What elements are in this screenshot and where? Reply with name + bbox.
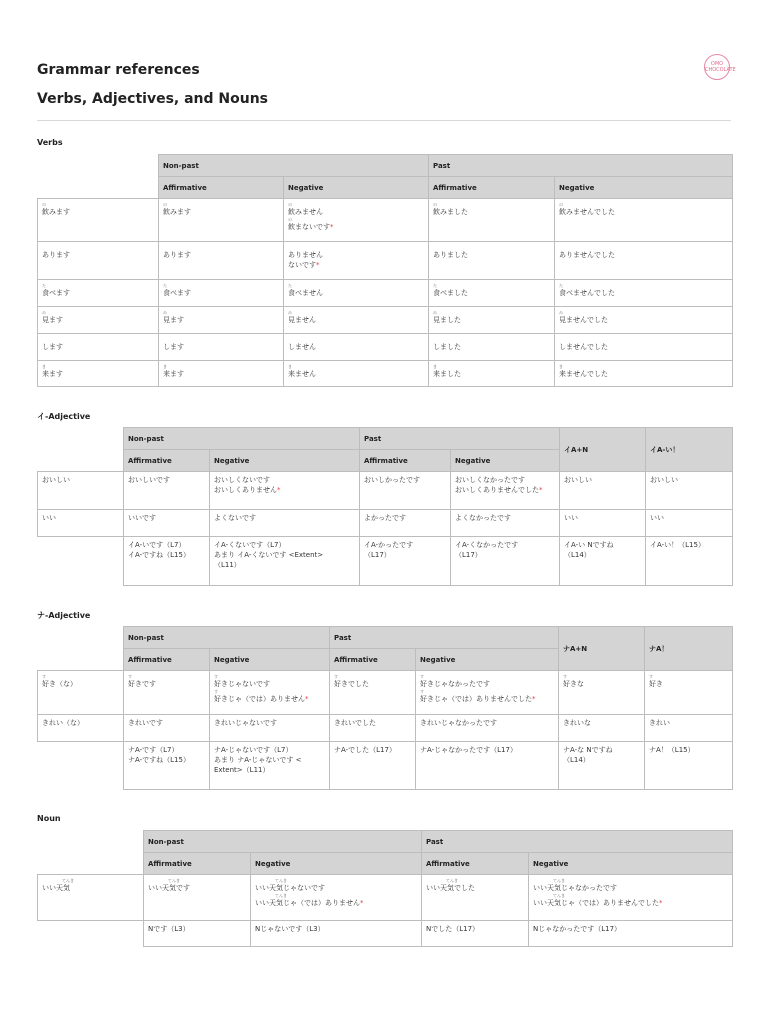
table-cell: おいしくないです おいしくありません* — [210, 472, 360, 510]
table-cell: Nじゃなかったです（L17） — [529, 921, 733, 947]
table-cell: しました — [429, 334, 555, 361]
table-cell: た 食べます — [38, 280, 159, 307]
table-cell: す 好きです — [124, 671, 210, 715]
table-cell: す 好きな — [559, 671, 645, 715]
table-cell: の 飲みます — [38, 199, 159, 242]
table-cell: おいしい — [646, 472, 733, 510]
header-nonpast: Non-past — [124, 627, 330, 649]
table-cell: しません — [284, 334, 429, 361]
table-cell: いい — [38, 510, 124, 537]
table-cell: します — [159, 334, 284, 361]
table-cell: ナA-な Nですね （L14） — [559, 742, 645, 790]
table-cell: あります — [38, 242, 159, 280]
table-row — [38, 671, 733, 715]
header-ia-n: イA+N — [560, 428, 646, 472]
header-na-n: ナA+N — [559, 627, 645, 671]
header-negative: Negative — [284, 177, 429, 199]
table-cell: てんき いい天気じゃなかったです てんき いい天気じゃ（では）ありませんでした* — [529, 875, 733, 921]
table-cell: てんき いい天気です — [144, 875, 251, 921]
table-cell: ナA-でした（L17） — [330, 742, 416, 790]
header-affirmative: Affirmative — [330, 649, 416, 671]
header-past: Past — [422, 831, 733, 853]
table-cell: Nでした（L17） — [422, 921, 529, 947]
table-cell: き 来ませんでした — [555, 361, 733, 387]
table-cell: た 食べました — [429, 280, 555, 307]
table-row — [38, 242, 733, 280]
table-cell: イA-いです（L7） イA-ですね（L15） — [124, 537, 210, 586]
header-affirmative: Affirmative — [124, 450, 210, 472]
table-cell: イA-くなかったです （L17） — [451, 537, 560, 586]
table-cell: き 来ます — [159, 361, 284, 387]
table-cell: の 飲みます — [159, 199, 284, 242]
header-nonpast: Non-past — [144, 831, 422, 853]
table-row — [38, 199, 733, 242]
noun-table — [37, 830, 733, 947]
table-cell: てんき いい天気 — [38, 875, 144, 921]
table-cell: てんき いい天気でした — [422, 875, 529, 921]
header-negative: Negative — [210, 649, 330, 671]
header-past: Past — [360, 428, 560, 450]
table-row — [38, 280, 733, 307]
table-cell: た 食べます — [159, 280, 284, 307]
table-cell: み 見ます — [38, 307, 159, 334]
table-cell: の 飲みませんでした — [555, 199, 733, 242]
table-cell: いいです — [124, 510, 210, 537]
table-cell: します — [38, 334, 159, 361]
table-cell: ナA-です（L7） ナA-ですね（L15） — [124, 742, 210, 790]
table-cell: た 食べませんでした — [555, 280, 733, 307]
table-cell: よかったです — [360, 510, 451, 537]
table-cell: きれいじゃなかったです — [416, 715, 559, 742]
table-cell: よくなかったです — [451, 510, 560, 537]
header-nonpast: Non-past — [124, 428, 360, 450]
table-cell: いい — [560, 510, 646, 537]
header-past: Past — [429, 155, 733, 177]
table-row — [38, 742, 733, 790]
table-cell: ナA！（L15） — [645, 742, 733, 790]
table-row — [38, 715, 733, 742]
header-negative: Negative — [251, 853, 422, 875]
table-cell: ありました — [429, 242, 555, 280]
na-adjective-table — [37, 626, 733, 790]
table-cell: おいしいです — [124, 472, 210, 510]
table-cell: おいしかったです — [360, 472, 451, 510]
table-cell: す 好き — [645, 671, 733, 715]
table-cell: おいしくなかったです おいしくありませんでした* — [451, 472, 560, 510]
table-cell: ナA-じゃなかったです（L17） — [416, 742, 559, 790]
header-na-excl: ナA！ — [645, 627, 733, 671]
table-cell: す 好きじゃないです す 好きじゃ（では）ありません* — [210, 671, 330, 715]
header-affirmative: Affirmative — [144, 853, 251, 875]
section-title-noun: Noun — [37, 814, 61, 823]
table-row — [38, 334, 733, 361]
table-cell: み 見ませんでした — [555, 307, 733, 334]
table-cell: の 飲みません の 飲まないです* — [284, 199, 429, 242]
divider — [37, 120, 731, 121]
table-cell: た 食べません — [284, 280, 429, 307]
table-cell: イA-くないです（L7） あまり イA-くないです <Extent> （L11） — [210, 537, 360, 586]
header-negative: Negative — [529, 853, 733, 875]
table-row — [38, 875, 733, 921]
table-cell: み 見ました — [429, 307, 555, 334]
table-cell: イA-い！（L15） — [646, 537, 733, 586]
table-cell: す 好きでした — [330, 671, 416, 715]
table-cell: き 来ました — [429, 361, 555, 387]
table-cell: Nじゃないです（L3） — [251, 921, 422, 947]
table-row — [38, 472, 733, 510]
table-cell: ナA-じゃないです（L7） あまり ナA-じゃないです < Extent>（L11） — [210, 742, 330, 790]
header-affirmative: Affirmative — [429, 177, 555, 199]
table-row — [38, 510, 733, 537]
table-cell: きれいな — [559, 715, 645, 742]
i-adjective-table — [37, 427, 733, 586]
table-cell: よくないです — [210, 510, 360, 537]
header-negative: Negative — [451, 450, 560, 472]
table-cell: す 好きじゃなかったです す 好きじゃ（では）ありませんでした* — [416, 671, 559, 715]
table-cell: イA-い Nですね （L14） — [560, 537, 646, 586]
header-negative: Negative — [555, 177, 733, 199]
table-cell: み 見ません — [284, 307, 429, 334]
header-affirmative: Affirmative — [422, 853, 529, 875]
table-cell: Nです（L3） — [144, 921, 251, 947]
table-cell: てんき いい天気じゃないです てんき いい天気じゃ（では）ありません* — [251, 875, 422, 921]
table-cell: イA-かったです （L17） — [360, 537, 451, 586]
table-cell: き 来ます — [38, 361, 159, 387]
page-subtitle: Verbs, Adjectives, and Nouns — [37, 91, 269, 107]
header-nonpast: Non-past — [159, 155, 429, 177]
table-row — [38, 361, 733, 387]
header-affirmative: Affirmative — [360, 450, 451, 472]
table-cell: しませんでした — [555, 334, 733, 361]
table-cell: き 来ません — [284, 361, 429, 387]
table-cell: きれいじゃないです — [210, 715, 330, 742]
table-cell: ありませんでした — [555, 242, 733, 280]
header-past: Past — [330, 627, 559, 649]
table-cell: あります — [159, 242, 284, 280]
verbs-table — [37, 154, 733, 387]
table-cell: きれいです — [124, 715, 210, 742]
table-cell: ありません ないです* — [284, 242, 429, 280]
header-affirmative: Affirmative — [124, 649, 210, 671]
header-ia-i: イA-い！ — [646, 428, 733, 472]
table-cell: み 見ます — [159, 307, 284, 334]
logo-text: OMO CHOCOLATE — [705, 61, 736, 73]
table-cell: いい — [646, 510, 733, 537]
table-cell: おいしい — [38, 472, 124, 510]
table-row — [38, 537, 733, 586]
header-affirmative: Affirmative — [159, 177, 284, 199]
table-cell: きれいでした — [330, 715, 416, 742]
section-title-na-adjective: ナ-Adjective — [37, 611, 91, 620]
header-negative: Negative — [210, 450, 360, 472]
table-row — [38, 921, 733, 947]
table-cell: す 好き（な） — [38, 671, 124, 715]
section-title-verbs: Verbs — [37, 138, 63, 147]
table-cell: きれい — [645, 715, 733, 742]
page-title: Grammar references — [37, 62, 200, 78]
table-cell: の 飲みました — [429, 199, 555, 242]
header-negative: Negative — [416, 649, 559, 671]
table-cell: きれい（な） — [38, 715, 124, 742]
section-title-i-adjective: イ-Adjective — [37, 412, 91, 421]
table-cell: おいしい — [560, 472, 646, 510]
table-row — [38, 307, 733, 334]
logo — [704, 54, 736, 80]
